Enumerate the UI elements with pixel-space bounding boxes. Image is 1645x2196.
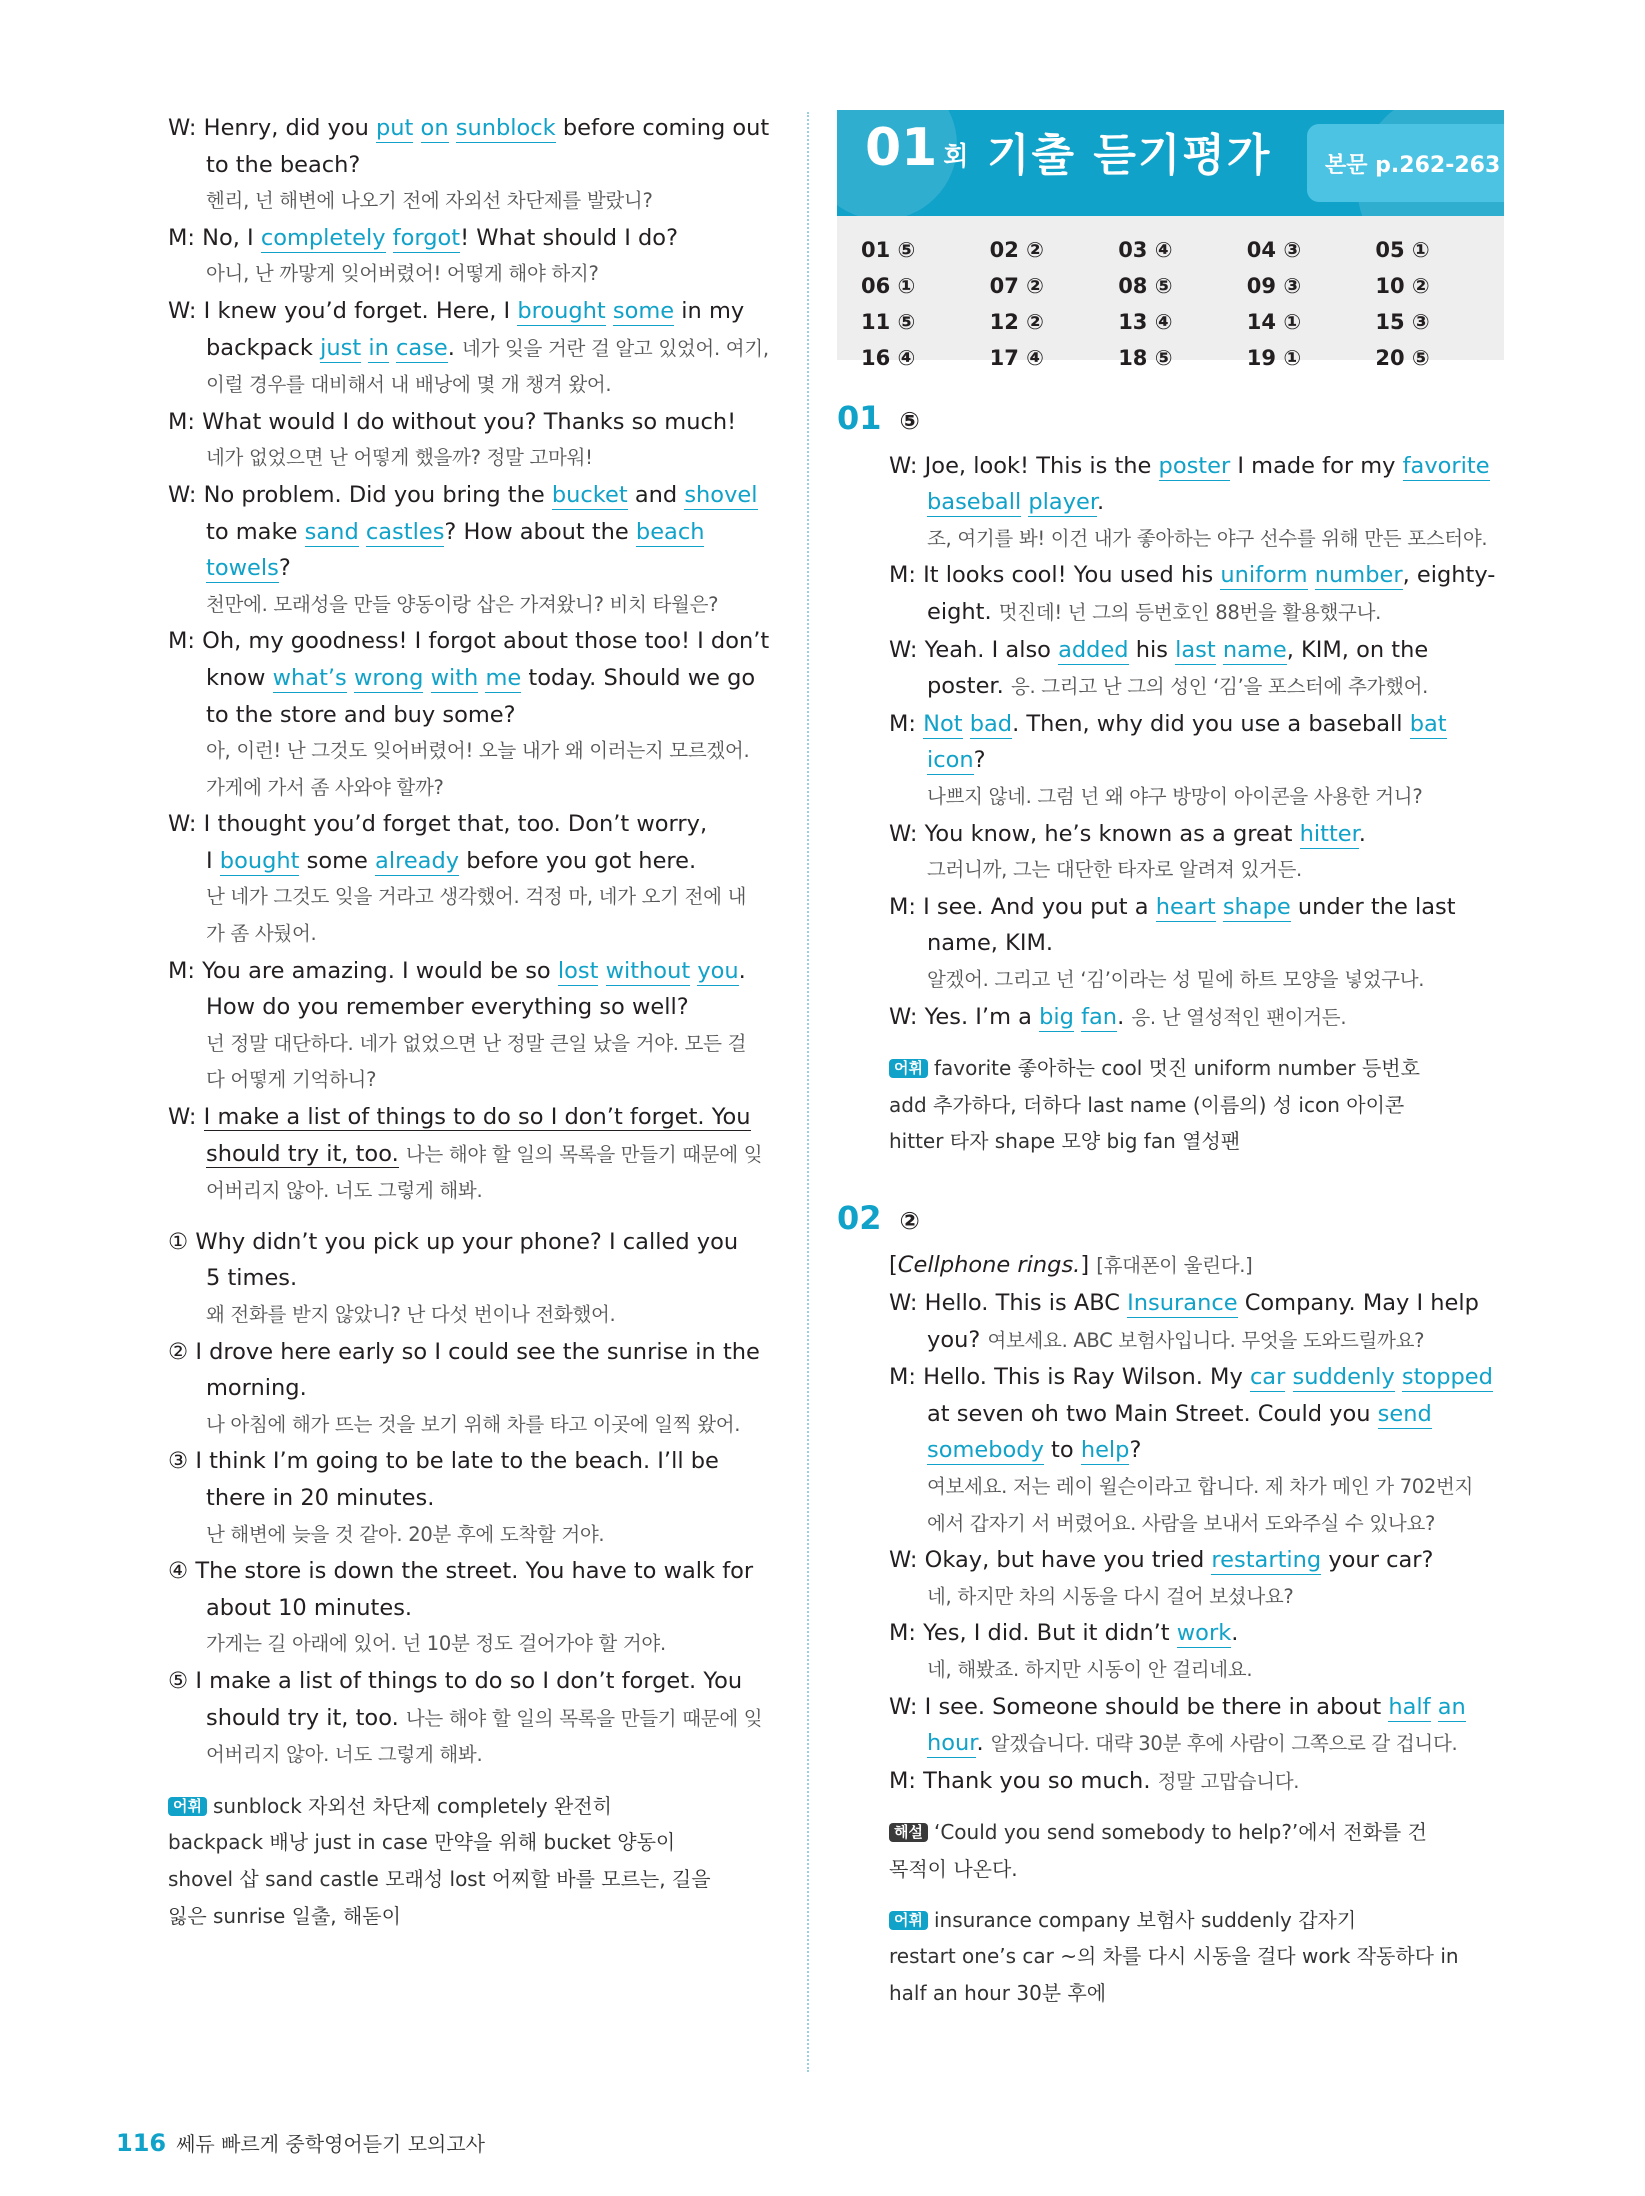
right-column [837,110,1517,2011]
dialog-line: M: What would I do without you? Thanks so much! [168,408,737,435]
dialog-line: name, KIM. [927,930,1054,957]
option-line: should try it, too. 나는 해야 할 일의 목록을 만들기 때문에 잊 [206,1704,763,1731]
dialog-line: W: You know, he’s known as a great hitter. [889,820,1366,847]
left-column [168,110,778,1934]
column-divider [807,112,809,2072]
translation-line: 알겠어. 그리고 넌 ‘김’이라는 성 밑에 하트 모양을 넣었구나. [927,967,1425,991]
dialog-line: baseball player. [927,489,1105,516]
page-number: 116 [116,2129,167,2157]
translation-line: 에서 갑자기 서 버렸어요. 사람을 보내서 도와주실 수 있나요? [927,1511,1436,1535]
answer-cell: 04 ③ [1246,238,1302,262]
vocab-line: 어휘 sunblock 자외선 차단제 completely 완전히 [168,1788,778,1825]
answer-cell: 17 ④ [989,346,1044,370]
dialog-line: M: No, I completely forgot! What should I do? [168,224,679,251]
test-header [837,110,1504,216]
dialog-line: should try it, too. 나는 해야 할 일의 목록을 만들기 때문에 잊 [206,1140,763,1167]
translation-line: 네가 없었으면 난 어떻게 했을까? 정말 고마워! [206,446,593,470]
translation-line: 아, 이런! 난 그것도 잊어버렸어! 오늘 내가 왜 이러는지 모르겠어. [206,739,750,763]
translation-line: 아니, 난 까맣게 잊어버렸어! 어떻게 해야 하지? [206,262,599,286]
translation-line: 그러니까, 그는 대단한 타자로 알려져 있거든. [927,858,1302,882]
dialog-line: somebody to help? [927,1437,1142,1464]
option-line: ③ I think I’m going to be late to the beach. I’ll be [168,1448,719,1475]
answer-cell: 18 ⑤ [1118,346,1173,370]
answer-row [861,232,1504,268]
stage-direction: [Cellphone rings.] [휴대폰이 울린다.] [889,1252,1253,1279]
vocab-line: shovel 삽 sand castle 모래성 lost 어찌할 바를 모르는, 길을 [168,1866,711,1891]
dialog-line: towels? [206,555,291,582]
dialog-line: How do you remember everything so well? [206,994,689,1021]
option-line: ② I drove here early so I could see the sunrise in the [168,1338,760,1365]
dialog-line: W: Hello. This is ABC Insurance Company. May I help [889,1290,1479,1317]
translation-line: 가게에 가서 좀 사와야 할까? [206,775,444,799]
dialog-line: to the store and buy some? [206,701,516,728]
answer-cell: 06 ① [861,274,916,298]
answer-cell: 20 ⑤ [1375,346,1430,370]
answer-cell: 02 ② [989,238,1044,262]
dialog-line: M: Yes, I did. But it didn’t work. [889,1620,1239,1647]
dialog-line: W: I thought you’d forget that, too. Don’t worry, [168,811,708,838]
dialog-line: W: I make a list of things to do so I don’t forget. You [168,1104,751,1131]
answer-cell: 03 ④ [1118,238,1173,262]
dialog-line: W: I see. Someone should be there in about half an [889,1693,1466,1720]
vocab-line: hitter 타자 shape 모양 big fan 열성팬 [889,1129,1241,1154]
dialog-line: know what’s wrong with me today. Should we go [206,664,756,691]
explanation-tag: 해설 [889,1823,928,1842]
translation-line: 다 어떻게 기억하니? [206,1068,377,1092]
vocab-line: backpack 배낭 just in case 만약을 위해 bucket 양동이 [168,1830,676,1855]
translation-line: 나 아침에 해가 뜨는 것을 보기 위해 차를 타고 이곳에 일찍 왔어. [206,1412,741,1436]
dialog-line: W: No problem. Did you bring the bucket and shovel [168,481,758,508]
answer-cell: 08 ⑤ [1118,274,1173,298]
answer-row [861,268,1504,304]
question-body [837,1247,1517,2011]
vocab-line: restart one’s car ~의 차를 다시 시동을 걸다 work 작동하다 in [889,1944,1459,1969]
translation-line: 어버리지 않아. 너도 그렇게 해봐. [206,1179,483,1203]
answer-cell: 13 ④ [1118,310,1173,334]
translation-line: 여보세요. 저는 레이 윌슨이라고 합니다. 제 차가 메인 가 702번지 [927,1475,1474,1499]
page-footer [116,2128,485,2157]
dialog-line: icon? [927,747,986,774]
vocab-tag: 어휘 [889,1059,928,1078]
translation-line: 나쁘지 않네. 그럼 넌 왜 야구 방망이 아이콘을 사용한 거니? [927,784,1423,808]
book-title: 쎄듀 빠르게 중학영어듣기 모의고사 [176,2132,485,2156]
option-line: 5 times. [206,1265,298,1292]
answer-cell: 16 ④ [861,346,916,370]
option-line: ⑤ I make a list of things to do so I don’t forget. You [168,1667,743,1694]
test-title: 기출 듣기평가 [987,130,1272,181]
dialog-line: W: Yes. I’m a big fan. 응. 난 열성적인 팬이거든. [889,1003,1347,1030]
translation-line: 난 해변에 늦을 것 같아. 20분 후에 도착할 거야. [206,1522,605,1546]
vocab-line: half an hour 30분 후에 [889,1980,1107,2005]
option-line: morning. [206,1375,307,1402]
translation-line: 넌 정말 대단하다. 네가 없었으면 난 정말 큰일 났을 거야. 모든 걸 [206,1031,747,1055]
dialog-line: M: I see. And you put a heart shape under the last [889,893,1456,920]
answer-cell: 12 ② [989,310,1044,334]
dialog-line: W: Okay, but have you tried restarting your car? [889,1547,1434,1574]
dialog-line: W: Yeah. I also added his last name, KIM, on the [889,636,1429,663]
dialog-line: hour. 알겠습니다. 대략 30분 후에 사람이 그쪽으로 갈 겁니다. [927,1730,1458,1757]
dialog-line: M: Thank you so much. 정말 고맙습니다. [889,1767,1300,1794]
translation-line: 가게는 길 아래에 있어. 넌 10분 정도 걸어가야 할 거야. [206,1632,666,1656]
question-answer: ⑤ [899,407,920,435]
explanation-line: 해설 ‘Could you send somebody to help?’에서 전화를 건 [889,1814,1517,1851]
dialog-line: M: Not bad. Then, why did you use a baseball bat [889,710,1447,737]
option-line: about 10 minutes. [206,1594,413,1621]
translation-line: 왜 전화를 받지 않았니? 난 다섯 번이나 전화했어. [206,1303,616,1326]
vocab-line: 어휘 favorite 좋아하는 cool 멋진 uniform number 등번호 [889,1050,1517,1087]
answer-cell: 01 ⑤ [861,238,916,262]
answer-cell: 09 ③ [1246,274,1302,298]
answer-row [861,304,1504,340]
option-line: there in 20 minutes. [206,1484,435,1511]
translation-line: 헨리, 넌 해변에 나오기 전에 자외선 차단제를 발랐니? [206,189,653,213]
dialog-line: to make sand castles? How about the beach [206,518,705,545]
dialog-line: M: It looks cool! You used his uniform number, eighty- [889,562,1496,589]
answer-cell: 05 ① [1375,238,1430,262]
dialog-line: poster. 응. 그리고 난 그의 성인 ‘김’을 포스터에 추가했어. [927,673,1429,700]
option-line: ① Why didn’t you pick up your phone? I called you [168,1228,739,1255]
vocab-line: 잃은 sunrise 일출, 해돋이 [168,1903,401,1928]
translation-line: 어버리지 않아. 너도 그렇게 해봐. [206,1743,483,1767]
translation-line: 난 네가 그것도 잊을 거라고 생각했어. 걱정 마, 네가 오기 전에 내 [206,885,747,909]
dialog-line: W: I knew you’d forget. Here, I brought some in my [168,297,745,324]
question-body [837,448,1517,1160]
dialog-line: M: Hello. This is Ray Wilson. My car suddenly stopped [889,1364,1493,1391]
answer-cell: 11 ⑤ [861,310,916,334]
vocab-tag: 어휘 [889,1911,928,1930]
explanation-line: 목적이 나온다. [889,1856,1018,1881]
translation-line: 이럴 경우를 대비해서 내 배낭에 몇 개 챙겨 왔어. [206,373,612,397]
dialog-line: W: Henry, did you put on sunblock before coming out [168,115,770,141]
vocab-line: 어휘 insurance company 보험사 suddenly 갑자기 [889,1902,1517,1939]
question-number: 01 [837,399,882,437]
answer-row [861,340,1504,376]
dialog-line: you? 여보세요. ABC 보험사입니다. 무엇을 도와드릴까요? [927,1326,1425,1353]
answer-cell: 19 ① [1246,346,1302,370]
translation-line: 네, 해봤죠. 하지만 시동이 안 걸리네요. [927,1658,1253,1681]
question-number: 02 [837,1198,882,1237]
dialog-line: W: Joe, look! This is the poster I made for my favorite [889,452,1490,479]
dialog-line: I bought some already before you got here. [206,847,697,874]
dialog-line: eight. 멋진데! 넌 그의 등번호인 88번을 활용했구나. [927,598,1382,625]
vocab-line: add 추가하다, 더하다 last name (이름의) 성 icon 아이콘 [889,1092,1405,1117]
question-heading [837,1200,1517,1240]
answer-cell: 07 ② [989,274,1044,298]
translation-line: 네, 하지만 차의 시동을 다시 걸어 보셨나요? [927,1584,1294,1608]
answer-cell: 14 ① [1246,310,1302,334]
question-answer: ② [899,1206,920,1235]
translation-line: 조, 여기를 봐! 이건 내가 좋아하는 야구 선수를 위해 만든 포스터야. [927,526,1488,550]
dialog-line: at seven oh two Main Street. Could you send [927,1400,1432,1427]
page-reference: 본문 p.262-263 [1307,124,1504,202]
question-heading [837,400,1517,440]
answer-cell: 10 ② [1375,274,1430,298]
dialog-line: M: You are amazing. I would be so lost without you. [168,957,746,984]
test-number: 01 회 [865,118,969,178]
vocab-tag: 어휘 [168,1797,207,1816]
answer-key [837,216,1504,370]
translation-line: 가 좀 사뒀어. [206,922,317,946]
option-line: ④ The store is down the street. You have to walk for [168,1558,754,1585]
dialog-line: backpack just in case. 네가 잊을 거란 걸 알고 있었어. 여기, [206,334,769,361]
answer-cell: 15 ③ [1375,310,1430,334]
dialog-line: M: Oh, my goodness! I forgot about those too! I don’t [168,628,770,655]
translation-line: 천만에. 모래성을 만들 양동이랑 삽은 가져왔니? 비치 타월은? [206,592,719,616]
dialog-line: to the beach? [206,151,361,178]
